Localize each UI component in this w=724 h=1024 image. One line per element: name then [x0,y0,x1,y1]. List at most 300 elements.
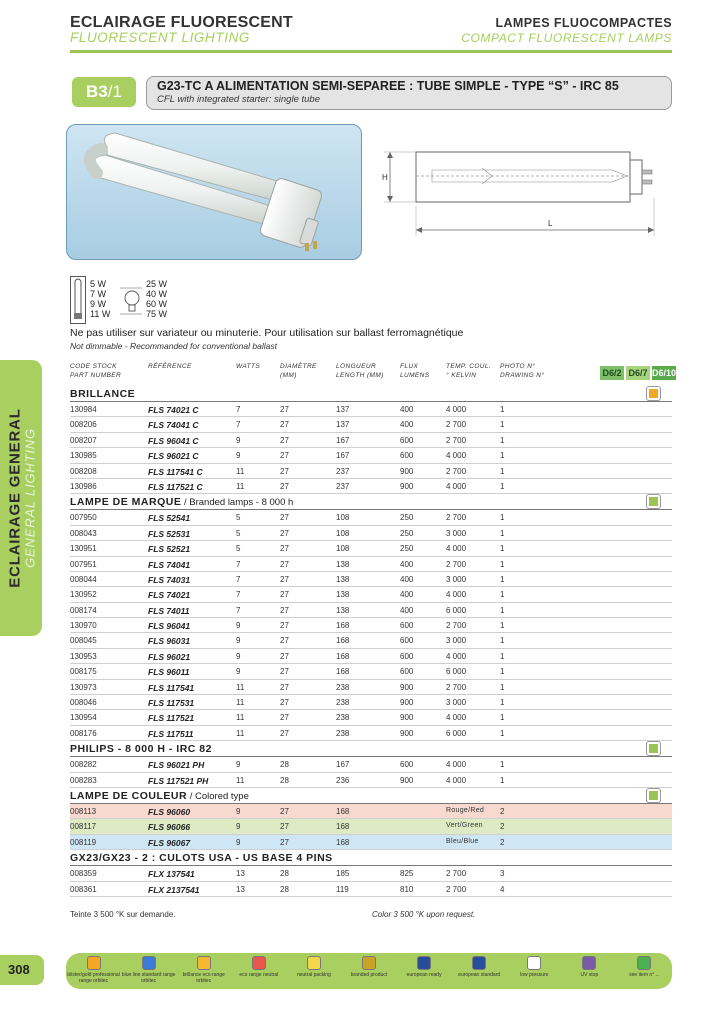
section-heading-row [70,741,672,757]
equiv-incandescent-watt: 40 W [146,289,168,299]
cell-reference: FLS 74021 [148,590,191,601]
cell-reference: FLS 117541 [148,682,195,693]
legend-label: brillance eco range orbitec [182,972,225,984]
side-tab-subtitle: GENERAL LIGHTING [22,428,38,568]
section-title-bar [146,76,672,110]
cell-flux: 400 [400,590,414,600]
section-heading: LAMPE DE COULEUR / Colored type [70,789,249,802]
header-right [461,14,672,45]
cell-reference: FLS 96041 [148,621,191,632]
table-row [70,557,672,572]
cell-reference: FLS 117521 C [148,481,203,492]
col-code-header: CODE STOCK PART NUMBER [70,363,122,379]
cell-length: 238 [336,713,350,723]
cell-flux: 600 [400,435,414,445]
legend-icon [307,956,321,970]
equiv-incandescent-watt: 60 W [146,299,168,309]
cell-drawing-number: 1 [500,605,505,615]
legend-label: european standard [458,972,501,978]
swatch-d6-2: D6/2 [600,366,624,380]
cell-length: 138 [336,574,350,584]
table-row [70,572,672,587]
section-code-main: B3 [86,82,108,101]
cell-watts: 11 [236,713,245,723]
cell-reference: FLS 74041 C [148,420,199,431]
cell-flux: 600 [400,667,414,677]
cell-drawing-number: 1 [500,481,505,491]
header-left-title: ECLAIRAGE FLUORESCENT [70,14,293,31]
cell-diameter: 27 [280,435,289,445]
range-badge-icon [647,387,660,400]
cell-length: 108 [336,528,350,538]
table-row [70,664,672,679]
cell-flux: 400 [400,605,414,615]
cell-watts: 5 [236,544,241,554]
cell-flux: 900 [400,481,414,491]
col-flux-header: FLUX LUMENS [400,363,430,379]
cell-length: 108 [336,513,350,523]
table-row [70,510,672,525]
cell-reference: FLS 52541 [148,513,191,524]
cell-code: 130953 [70,651,97,661]
cell-length: 168 [336,651,350,661]
table-row [70,541,672,556]
cell-code: 008044 [70,574,97,584]
side-tab-title: ECLAIRAGE GENERAL [6,408,24,588]
cell-flux: 810 [400,884,414,894]
cell-length: 236 [336,775,350,785]
cell-code: 008175 [70,667,97,677]
cell-code: 008113 [70,806,97,816]
cell-flux: 400 [400,405,414,414]
cell-code: 130970 [70,621,97,631]
cell-watts: 11 [236,698,245,708]
side-category-tab [0,360,42,636]
section-heading-row [70,850,672,866]
cell-watts: 11 [236,728,245,738]
table-row [70,757,672,772]
equiv-cfl-watt: 5 W [90,279,107,289]
cell-code: 007951 [70,559,97,569]
cell-code: 008046 [70,698,97,708]
cell-code: 130973 [70,682,97,692]
cell-length: 238 [336,698,350,708]
cell-diameter: 27 [280,528,289,538]
cell-diameter: 27 [280,405,289,414]
cell-watts: 9 [236,451,241,461]
cell-drawing-number: 1 [500,451,505,461]
cell-drawing-number: 1 [500,651,505,661]
legend-item [560,956,618,978]
cell-diameter: 27 [280,559,289,569]
cell-drawing-number: 1 [500,636,505,646]
section-code-suffix: /1 [107,82,122,101]
cell-drawing-number: 1 [500,435,505,445]
cell-temperature: 4 000 [446,775,467,785]
cell-temperature: Vert/Green [446,822,483,830]
cell-temperature: 3 000 [446,574,467,584]
cell-reference: FLS 96041 C [148,435,199,446]
cell-reference: FLS 52531 [148,528,191,539]
cell-drawing-number: 1 [500,574,505,584]
technical-drawing [372,130,672,242]
cell-temperature: 2 700 [446,884,467,894]
product-photo [66,124,362,260]
table-row [70,773,672,788]
cell-drawing-number: 1 [500,466,505,476]
legend-label: eco range neutral [239,972,279,978]
dimension-drawing [372,130,672,242]
section-heading-row [70,494,672,510]
legend-item [395,956,453,978]
section-heading: BRILLANCE [70,388,136,400]
cell-drawing-number: 1 [500,775,505,785]
cell-temperature: 2 700 [446,559,467,569]
cell-drawing-number: 1 [500,544,505,554]
cell-length: 168 [336,667,350,677]
cell-flux: 900 [400,713,414,723]
cell-temperature: 6 000 [446,605,467,615]
cell-length: 138 [336,590,350,600]
cell-length: 167 [336,435,350,445]
col-temp-header: TEMP. COUL. ° KELVIN [446,363,492,379]
cell-flux: 900 [400,682,414,692]
legend-label: see item n° ... [629,972,660,978]
legend-icon [417,956,431,970]
range-badge-icon [647,742,660,755]
section-heading: PHILIPS - 8 000 H - IRC 82 [70,743,212,756]
cell-length: 238 [336,728,350,738]
cell-flux: 400 [400,574,414,584]
legend-label: blue line standard range orbitec [121,972,176,984]
table-row [70,618,672,633]
cell-flux: 250 [400,513,414,523]
cell-diameter: 28 [280,775,289,785]
table-row [70,726,672,741]
cell-watts: 11 [236,682,245,692]
equiv-cfl-watt: 11 W [90,309,111,319]
cell-code: 008117 [70,822,97,832]
incandescent-bulb-icon [120,284,144,318]
page-header [0,14,724,54]
cell-code: 008359 [70,869,97,879]
legend-icon [142,956,156,970]
range-badge-icon [647,495,660,508]
cell-temperature: 4 000 [446,451,467,461]
cell-code: 008361 [70,884,97,894]
cell-flux: 600 [400,621,414,631]
cell-length: 168 [336,822,350,832]
cell-watts: 9 [236,806,241,816]
cell-drawing-number: 1 [500,528,505,538]
cell-diameter: 27 [280,544,289,554]
cell-reference: FLS 96067 [148,837,191,848]
cell-flux: 900 [400,775,414,785]
legend-icon [362,956,376,970]
cell-reference: FLS 117521 [148,713,195,724]
col-length-header: LONGUEUR LENGTH (MM) [336,363,384,379]
cell-length: 168 [336,806,350,816]
usage-note-en: Not dimmable - Recommanded for conventional ballast [70,341,277,351]
cell-diameter: 27 [280,698,289,708]
cell-drawing-number: 1 [500,590,505,600]
cell-drawing-number: 4 [500,884,505,894]
section-heading: LAMPE DE MARQUE / Branded lamps - 8 000 h [70,496,294,509]
cell-drawing-number: 1 [500,405,505,414]
legend-item [65,956,123,984]
table-row [70,633,672,648]
table-row [70,448,672,463]
cell-code: 130986 [70,481,97,491]
section-heading-row [70,386,672,402]
legend-label: UV stop [580,972,599,978]
cell-temperature: Rouge/Red [446,806,485,814]
table-row [70,417,672,432]
legend-icon [472,956,486,970]
header-right-title: LAMPES FLUOCOMPACTES [495,16,672,30]
cell-watts: 11 [236,481,245,491]
cell-diameter: 27 [280,822,289,832]
cell-reference: FLS 96021 C [148,451,199,462]
cell-drawing-number: 2 [500,806,505,816]
cell-flux: 900 [400,698,414,708]
table-row [70,433,672,448]
cell-length: 185 [336,869,350,879]
cell-temperature: 3 000 [446,528,467,538]
table-row [70,804,672,819]
col-reference-header: RÉFÉRENCE [148,363,192,370]
cell-watts: 5 [236,513,241,523]
legend-item [340,956,398,978]
cell-watts: 7 [236,590,241,600]
page-number: 308 [8,962,30,977]
cell-length: 168 [336,837,350,847]
cell-temperature: 2 700 [446,513,467,523]
cell-diameter: 28 [280,869,289,879]
cell-temperature: 4 000 [446,405,467,414]
footnote-fr: Teinte 3 500 °K sur demande. [70,910,176,919]
cell-watts: 7 [236,420,241,430]
cell-flux: 825 [400,869,414,879]
cell-reference: FLS 96060 [148,806,191,817]
cell-length: 119 [336,884,349,894]
cell-reference: FLS 117511 [148,728,194,739]
cell-temperature: 2 700 [446,435,467,445]
cell-length: 238 [336,682,350,692]
lamp-outline-icon [70,276,86,324]
cell-temperature: 3 000 [446,636,467,646]
cell-watts: 13 [236,869,245,879]
cell-watts: 9 [236,760,241,770]
cell-temperature: 4 000 [446,544,467,554]
table-row [70,402,672,417]
table-row [70,526,672,541]
equiv-incandescent-watt: 25 W [146,279,168,289]
range-badge-icon [647,789,660,802]
table-row [70,710,672,725]
cell-length: 168 [336,636,350,646]
usage-note-fr: Ne pas utiliser sur variateur ou minuterie. Pour utilisation sur ballast ferromagnétique [70,327,464,339]
legend-label: neutral packing [296,972,331,978]
cell-reference: FLS 74031 [148,574,191,585]
footnote-en: Color 3 500 °K upon request. [372,910,476,919]
drawing-l-label: L [548,219,553,228]
cell-flux: 600 [400,760,414,770]
legend-icon [582,956,596,970]
cell-length: 108 [336,544,350,554]
cell-reference: FLS 52521 [148,544,191,555]
cell-reference: FLS 74011 [148,605,190,616]
legend-item [450,956,508,978]
header-right-subtitle: COMPACT FLUORESCENT LAMPS [461,31,672,45]
table-row [70,819,672,834]
cell-diameter: 27 [280,574,289,584]
cell-code: 008207 [70,435,97,445]
cell-length: 137 [336,420,350,430]
legend-icon [527,956,541,970]
cell-code: 130984 [70,405,97,414]
cell-watts: 9 [236,621,241,631]
cell-diameter: 28 [280,760,289,770]
cell-code: 008174 [70,605,97,615]
table-row [70,603,672,618]
col-diameter-header: DIAMÈTRE (MM) [280,363,317,379]
cell-watts: 9 [236,435,241,445]
legend-bar [66,953,672,989]
cell-reference: FLS 96021 PH [148,760,205,771]
cell-code: 130952 [70,590,97,600]
cell-watts: 11 [236,775,245,785]
cell-reference: FLS 117531 [148,698,195,709]
cell-temperature: 4 000 [446,651,467,661]
header-left [70,14,293,45]
legend-item [175,956,233,984]
cell-reference: FLS 117521 PH [148,775,209,786]
cell-diameter: 27 [280,466,289,476]
cell-flux: 400 [400,559,414,569]
section-subtitle: CFL with integrated starter: single tube [157,94,320,105]
cell-temperature: Bleu/Blue [446,837,479,845]
cell-length: 167 [336,451,350,461]
table-row [70,866,672,881]
cell-temperature: 2 700 [446,621,467,631]
equiv-cfl-watt: 7 W [90,289,107,299]
cell-diameter: 27 [280,481,289,491]
cell-flux: 600 [400,636,414,646]
wattage-equivalence [70,276,174,324]
cell-drawing-number: 1 [500,713,505,723]
cell-drawing-number: 1 [500,667,505,677]
cell-length: 237 [336,466,350,476]
legend-icon [637,956,651,970]
legend-label: european ready [406,972,442,978]
cell-watts: 9 [236,837,241,847]
cell-drawing-number: 2 [500,837,505,847]
cell-length: 237 [336,481,350,491]
cell-drawing-number: 1 [500,698,505,708]
product-table [70,360,677,897]
col-watts-header: WATTS [236,363,261,370]
cell-code: 007950 [70,513,97,523]
cell-temperature: 2 700 [446,869,467,879]
legend-item [285,956,343,978]
cell-temperature: 4 000 [446,760,467,770]
cell-code: 008208 [70,466,97,476]
cell-code: 130951 [70,544,97,554]
cell-length: 138 [336,559,350,569]
cell-watts: 11 [236,466,245,476]
cell-drawing-number: 1 [500,559,505,569]
cell-code: 008206 [70,420,97,430]
section-title: G23-TC A ALIMENTATION SEMI-SEPAREE : TUBE SIMPLE - TYPE “S” - IRC 85 [157,79,619,93]
equiv-incandescent-watt: 75 W [146,309,168,319]
cell-diameter: 27 [280,513,289,523]
cell-flux: 900 [400,466,414,476]
cell-code: 008119 [70,837,97,847]
cell-temperature: 2 700 [446,682,467,692]
section-code [72,77,136,107]
cell-reference: FLS 117541 C [148,466,203,477]
cell-code: 008043 [70,528,97,538]
cell-drawing-number: 1 [500,513,505,523]
cell-temperature: 6 000 [446,728,467,738]
cell-diameter: 27 [280,636,289,646]
cell-diameter: 27 [280,605,289,615]
cell-code: 008045 [70,636,97,646]
cell-diameter: 27 [280,590,289,600]
table-row [70,680,672,695]
cell-temperature: 4 000 [446,590,467,600]
cell-watts: 9 [236,667,241,677]
header-left-subtitle: FLUORESCENT LIGHTING [70,30,251,45]
cell-diameter: 28 [280,884,289,894]
cell-reference: FLS 74021 C [148,405,199,415]
cell-temperature: 2 700 [446,420,467,430]
cell-temperature: 3 000 [446,698,467,708]
cell-temperature: 2 700 [446,466,467,476]
cell-drawing-number: 3 [500,869,505,879]
legend-label: branded product [350,972,388,978]
table-row [70,695,672,710]
cell-diameter: 27 [280,667,289,677]
cell-drawing-number: 2 [500,822,505,832]
cell-watts: 9 [236,651,241,661]
table-row [70,479,672,494]
cell-flux: 250 [400,544,414,554]
cell-code: 008283 [70,775,97,785]
table-row [70,587,672,602]
legend-item [230,956,288,978]
table-header [70,360,677,386]
section-heading-row [70,788,672,804]
table-row [70,835,672,850]
table-row [70,649,672,664]
swatch-d6-7: D6/7 [626,366,650,380]
table-row [70,882,672,897]
cell-diameter: 27 [280,728,289,738]
cell-code: 130954 [70,713,97,723]
cell-drawing-number: 1 [500,682,505,692]
legend-item [615,956,673,978]
cell-diameter: 27 [280,682,289,692]
cell-reference: FLX 2137541 [148,884,200,895]
cell-watts: 9 [236,636,241,646]
header-rule [70,50,672,53]
table-row [70,464,672,479]
cell-watts: 7 [236,605,241,615]
equiv-cfl-watt: 9 W [90,299,107,309]
drawing-h-label: H [382,173,388,182]
